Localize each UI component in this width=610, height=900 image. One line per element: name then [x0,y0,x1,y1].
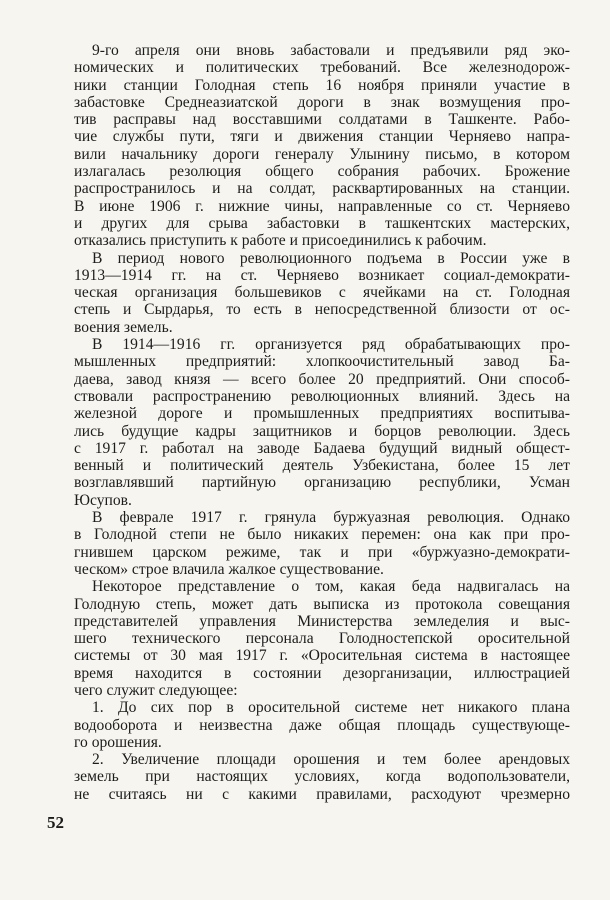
text-line: и других для срыва забастовки в ташкентских мастерских, [74,214,570,232]
text-line: даева, завод князя — всего более 20 предприятий. Они способ- [74,370,570,388]
text-line: Юсупов. [74,491,132,509]
text-line: представителей управления Министерства земледелия и выс- [74,612,570,630]
text-line: распространилось и на солдат, расквартированных на станции. [74,180,570,198]
text-line: В июне 1906 г. нижние чины, направленные со ст. Черняево [74,197,570,215]
text-line: излагалась резолюция общего собрания рабочих. Брожение [74,163,570,181]
text-line: В период нового революционного подъема в России уже в [92,249,570,267]
text-line: гнившем царском режиме, так и при «буржуазно-демократи- [74,543,570,561]
text-line: мышленных предприятий: хлопкоочистительный завод Ба- [74,353,570,371]
text-line: лись будущие кадры защитников и борцов революции. Здесь [74,422,570,440]
text-line: 1913—1914 гг. на ст. Черняево возникает социал-демократи- [74,266,570,284]
paragraph [74,509,570,578]
text-line: ческая организация большевиков с ячейками на ст. Голодная [74,284,570,302]
text-line: чего служит следующее: [74,681,238,699]
text-line: с 1917 г. работал на заводе Бадаева будущий видный общест- [74,439,570,457]
text-line: системы от 30 мая 1917 г. «Оросительная система в настоящее [74,647,570,665]
text-line: вили начальнику дороги генералу Улынину письмо, в котором [74,145,570,163]
text-line: чие службы пути, тяги и движения станции Черняево напра- [74,128,570,146]
paragraph [74,42,570,250]
text-line: ческом» строе влачила жалкое существование. [74,560,384,578]
text-line: забастовке Среднеазиатской дороги в знак возмущения про- [74,93,570,111]
paragraph [74,578,570,699]
text-line: время находится в состоянии дезорганизации, иллюстрацией [74,664,570,682]
page-number: 52 [47,813,64,832]
text-line: В феврале 1917 г. грянула буржуазная революция. Однако [92,509,570,527]
text-line: 2. Увеличение площади орошения и тем более арендовых [92,751,570,769]
text-line: го орошения. [74,733,162,751]
paragraph [74,250,570,336]
text-line: номических и политических требований. Все железнодорож- [74,59,570,77]
text-line: В 1914—1916 гг. организуется ряд обрабатывающих про- [92,336,570,354]
text-line: возглавлявший партийную организацию республики, Усман [74,474,570,492]
text-line: степь и Сырдарья, то есть в непосредственной близости от ос- [74,301,570,319]
paragraph [74,699,570,751]
text-line: ствовали распространению революционных влияний. Здесь на [74,387,570,405]
text-line: тив расправы над восставшими солдатами в Ташкенте. Рабо- [74,111,570,129]
text-line: в Голодной степи не было никаких перемен: она как при про- [74,526,570,544]
text-line: ники станции Голодная степь 16 ноября приняли участие в [74,76,570,94]
text-line: 9-го апреля они вновь забастовали и предъявили ряд эко- [92,42,570,59]
text-line: Некоторое представление о том, какая беда надвигалась на [92,578,570,596]
text-line: земель при настоящих условиях, когда водопользователи, [74,768,570,786]
text-line: 1. До сих пор в оросительной системе нет никакого плана [92,699,570,717]
text-line: Голодную степь, может дать выписка из протокола совещания [74,595,570,613]
text-line: венный и политический деятель Узбекистана, более 15 лет [74,457,570,475]
text-line: воения земель. [74,318,173,336]
page-body-text [74,42,570,803]
text-line: железной дороге и промышленных предприятиях воспитыва- [74,405,570,423]
paragraph [74,751,570,803]
text-line: водооборота и неизвестна даже общая площадь существующе- [74,716,570,734]
text-line: отказались приступить к работе и присоединились к рабочим. [74,232,487,250]
text-line: не считаясь ни с какими правилами, расходуют чрезмерно [74,785,570,803]
paragraph [74,336,570,509]
text-line: шего технического персонала Голодностепской оросительной [74,630,570,648]
